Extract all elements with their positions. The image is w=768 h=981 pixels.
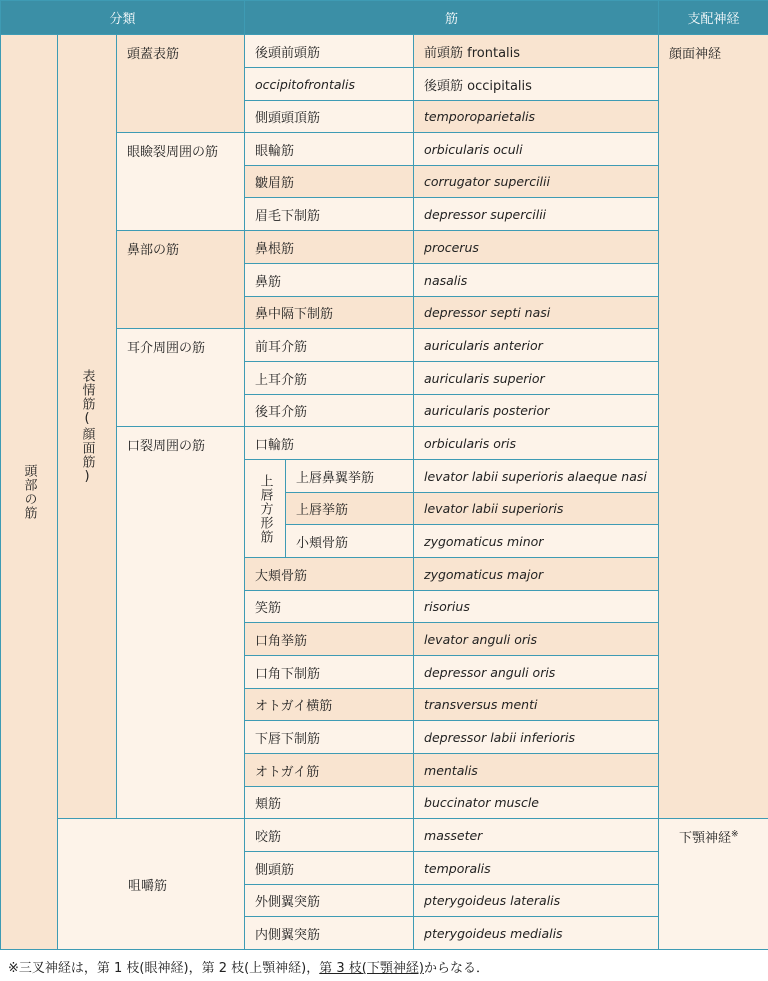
muscle-jp: 皺眉筋 bbox=[245, 166, 414, 198]
nerve-mandibular: 下顎神経※ bbox=[659, 819, 768, 950]
muscle-latin: depressor labii inferioris bbox=[414, 721, 659, 754]
muscle-latin: risorius bbox=[414, 591, 659, 623]
muscle-latin: auricularis anterior bbox=[414, 329, 659, 362]
muscle-jp: 後頭前頭筋 bbox=[245, 35, 414, 68]
muscle-latin: nasalis bbox=[414, 264, 659, 297]
muscle-latin: depressor anguli oris bbox=[414, 656, 659, 689]
group-masticatory: 咀嚼筋 bbox=[58, 819, 245, 950]
muscle-latin: depressor supercilii bbox=[414, 198, 659, 231]
group-eyelid: 眼瞼裂周囲の筋 bbox=[117, 133, 245, 231]
muscle-jp: 上唇鼻翼挙筋 bbox=[286, 460, 414, 493]
muscle-jp: 頬筋 bbox=[245, 787, 414, 819]
muscle-latin: levator labii superioris bbox=[414, 493, 659, 525]
muscle-latin: zygomaticus major bbox=[414, 558, 659, 591]
muscle-jp: 前耳介筋 bbox=[245, 329, 414, 362]
muscle-latin: pterygoideus medialis bbox=[414, 917, 659, 950]
muscle-jp: 口角挙筋 bbox=[245, 623, 414, 656]
muscle-jp: 鼻根筋 bbox=[245, 231, 414, 264]
muscle-latin: zygomaticus minor bbox=[414, 525, 659, 558]
muscle-latin: auricularis posterior bbox=[414, 395, 659, 427]
muscle-jp: 咬筋 bbox=[245, 819, 414, 852]
head-region-label: 頭部の筋 bbox=[21, 464, 37, 520]
muscle-latin: temporoparietalis bbox=[414, 101, 659, 133]
muscle-latin: levator anguli oris bbox=[414, 623, 659, 656]
muscle-latin: masseter bbox=[414, 819, 659, 852]
muscle-latin: 前頭筋 frontalis bbox=[414, 35, 659, 68]
muscle-jp: 鼻筋 bbox=[245, 264, 414, 297]
muscle-latin: depressor septi nasi bbox=[414, 297, 659, 329]
group-quadratus-cell bbox=[245, 460, 286, 558]
group-auricle: 耳介周囲の筋 bbox=[117, 329, 245, 427]
muscle-latin: procerus bbox=[414, 231, 659, 264]
muscle-jp: 笑筋 bbox=[245, 591, 414, 623]
muscle-latin: corrugator supercilii bbox=[414, 166, 659, 198]
muscle-latin: temporalis bbox=[414, 852, 659, 885]
muscle-jp: 内側翼突筋 bbox=[245, 917, 414, 950]
muscle-jp: 上唇挙筋 bbox=[286, 493, 414, 525]
muscle-latin: pterygoideus lateralis bbox=[414, 885, 659, 917]
muscle-latin: buccinator muscle bbox=[414, 787, 659, 819]
muscle-jp: 眉毛下制筋 bbox=[245, 198, 414, 231]
muscle-latin: auricularis superior bbox=[414, 362, 659, 395]
group-oral: 口裂周囲の筋 bbox=[117, 427, 245, 819]
muscle-latin: transversus menti bbox=[414, 689, 659, 721]
group-quadratus: 上唇方形筋 bbox=[257, 473, 273, 544]
muscle-jp: オトガイ横筋 bbox=[245, 689, 414, 721]
header-muscle: 筋 bbox=[245, 1, 659, 35]
muscle-latin: mentalis bbox=[414, 754, 659, 787]
facial-group-label: 表情筋(顔面筋) bbox=[79, 368, 95, 485]
muscle-jp: 眼輪筋 bbox=[245, 133, 414, 166]
muscle-jp: 大頬骨筋 bbox=[245, 558, 414, 591]
muscle-jp: 側頭筋 bbox=[245, 852, 414, 885]
muscle-latin: 後頭筋 occipitalis bbox=[414, 68, 659, 101]
muscle-jp: オトガイ筋 bbox=[245, 754, 414, 787]
muscle-jp: 下唇下制筋 bbox=[245, 721, 414, 754]
muscle-jp: 外側翼突筋 bbox=[245, 885, 414, 917]
group-nasal: 鼻部の筋 bbox=[117, 231, 245, 329]
footnote: ※三叉神経は，第 1 枝(眼神経)，第 2 枝(上顎神経)，第 3 枝(下顎神経)からなる． bbox=[8, 961, 489, 976]
muscle-jp: 口角下制筋 bbox=[245, 656, 414, 689]
nerve-facial: 顔面神経 bbox=[659, 35, 768, 819]
facial-group-cell bbox=[58, 35, 117, 819]
head-region-cell bbox=[1, 35, 58, 950]
muscle-jp: occipitofrontalis bbox=[245, 68, 414, 101]
muscle-latin: orbicularis oris bbox=[414, 427, 659, 460]
header-nerve: 支配神経 bbox=[659, 1, 768, 35]
muscle-latin: orbicularis oculi bbox=[414, 133, 659, 166]
muscle-jp: 鼻中隔下制筋 bbox=[245, 297, 414, 329]
muscle-jp: 口輪筋 bbox=[245, 427, 414, 460]
group-cranial: 頭蓋表筋 bbox=[117, 35, 245, 133]
header-classification: 分類 bbox=[1, 1, 245, 35]
muscle-jp: 小頬骨筋 bbox=[286, 525, 414, 558]
muscle-jp: 側頭頭頂筋 bbox=[245, 101, 414, 133]
muscle-latin: levator labii superioris alaeque nasi bbox=[414, 460, 659, 493]
muscle-jp: 後耳介筋 bbox=[245, 395, 414, 427]
muscle-jp: 上耳介筋 bbox=[245, 362, 414, 395]
